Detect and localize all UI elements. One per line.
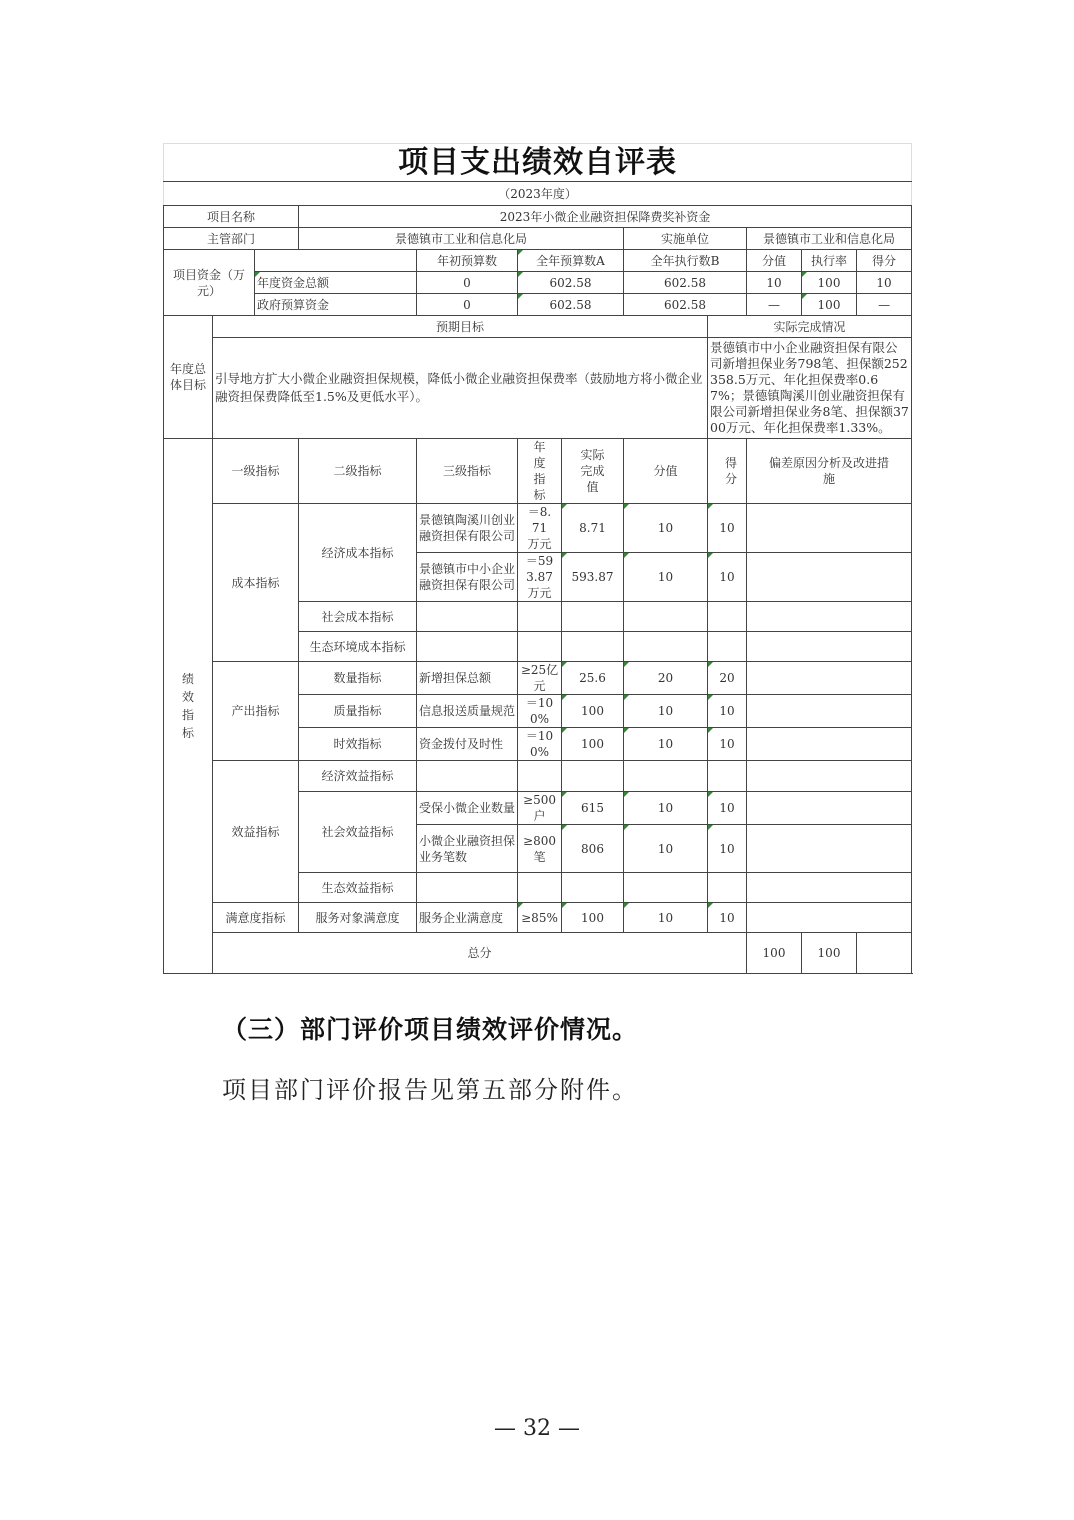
output-value: 20 — [624, 662, 708, 695]
cost-value: 10 — [624, 504, 708, 553]
total-value: 100 — [747, 933, 802, 974]
expected-text: 引导地方扩大小微企业融资担保规模，降低小微企业融资担保费率（鼓励地方将小微企业融资担保费降低至1.5%及更低水平）。 — [213, 338, 708, 439]
output-target: ＝100% — [518, 695, 562, 728]
fund-header-executed: 全年执行数B — [624, 250, 747, 272]
social-item: 小微企业融资担保业务笔数 — [417, 825, 518, 873]
output-item: 信息报送质量规范 — [417, 695, 518, 728]
perf-header-target: 年度指标 — [518, 439, 562, 504]
fund-row-score-value: 10 — [747, 272, 802, 294]
cost-score: 10 — [708, 553, 747, 602]
performance-table — [163, 143, 912, 974]
table-year: （2023年度） — [164, 182, 912, 206]
output-actual: 100 — [562, 728, 624, 761]
perf-header-score: 得分 — [708, 439, 747, 504]
output-score: 10 — [708, 728, 747, 761]
social-cost-label: 社会成本指标 — [299, 602, 417, 632]
dept-value: 景德镇市工业和信息化局 — [299, 228, 624, 250]
output-item: 新增担保总额 — [417, 662, 518, 695]
output-score: 10 — [708, 695, 747, 728]
section-heading: （三）部门评价项目绩效评价情况。 — [222, 1015, 639, 1044]
econ-cost-label: 经济成本指标 — [299, 504, 417, 602]
cost-target: ＝8.71万元 — [518, 504, 562, 553]
cost-score: 10 — [708, 504, 747, 553]
social-value: 10 — [624, 825, 708, 873]
perf-header-level1: 一级指标 — [213, 439, 299, 504]
perf-header-deviation: 偏差原因分析及改进措施 — [747, 439, 912, 504]
cost-item: 景德镇陶溪川创业融资担保有限公司 — [417, 504, 518, 553]
fund-header-initial: 年初预算数 — [417, 250, 518, 272]
fund-row-initial: 0 — [417, 294, 518, 316]
social-target: ≥500户 — [518, 792, 562, 825]
actual-label: 实际完成情况 — [708, 316, 912, 338]
output-sub: 时效指标 — [299, 728, 417, 761]
perf-header-level3: 三级指标 — [417, 439, 518, 504]
fund-row-score-value: — — [747, 294, 802, 316]
econ-benefit-label: 经济效益指标 — [299, 761, 417, 792]
satisfaction-target: ≥85% — [518, 903, 562, 933]
fund-row-rate: 100 — [802, 272, 857, 294]
fund-row-annual: 602.58 — [518, 272, 624, 294]
fund-header-score-value: 分值 — [747, 250, 802, 272]
perf-header-value: 分值 — [624, 439, 708, 504]
eco-benefit-label: 生态效益指标 — [299, 873, 417, 903]
fund-header-rate: 执行率 — [802, 250, 857, 272]
perf-header-actual: 实际完成值 — [562, 439, 624, 504]
fund-row-annual: 602.58 — [518, 294, 624, 316]
output-value: 10 — [624, 695, 708, 728]
cost-actual: 593.87 — [562, 553, 624, 602]
page-number: — 32 — — [494, 1416, 580, 1441]
satisfaction-value: 10 — [624, 903, 708, 933]
total-label: 总分 — [213, 933, 747, 974]
impl-unit-value: 景德镇市工业和信息化局 — [747, 228, 912, 250]
satisfaction-actual: 100 — [562, 903, 624, 933]
social-item: 受保小微企业数量 — [417, 792, 518, 825]
total-score: 100 — [802, 933, 857, 974]
dept-label: 主管部门 — [164, 228, 299, 250]
fund-row-initial: 0 — [417, 272, 518, 294]
social-score: 10 — [708, 825, 747, 873]
social-actual: 806 — [562, 825, 624, 873]
fund-row-label: 政府预算资金 — [255, 294, 417, 316]
social-actual: 615 — [562, 792, 624, 825]
output-label: 产出指标 — [213, 662, 299, 761]
table-title: 项目支出绩效自评表 — [164, 144, 912, 182]
output-sub: 质量指标 — [299, 695, 417, 728]
cost-actual: 8.71 — [562, 504, 624, 553]
output-item: 资金拨付及时性 — [417, 728, 518, 761]
fund-row-score: 10 — [857, 272, 912, 294]
output-value: 10 — [624, 728, 708, 761]
cost-label: 成本指标 — [213, 504, 299, 662]
output-actual: 100 — [562, 695, 624, 728]
impl-unit-label: 实施单位 — [624, 228, 747, 250]
fund-row-label: 年度资金总额 — [255, 272, 417, 294]
expected-label: 预期目标 — [213, 316, 708, 338]
fund-row-rate: 100 — [802, 294, 857, 316]
eco-cost-label: 生态环境成本指标 — [299, 632, 417, 662]
fund-header-annual: 全年预算数A — [518, 250, 624, 272]
fund-row-score: — — [857, 294, 912, 316]
goal-label: 年度总体目标 — [164, 316, 213, 439]
fund-label: 项目资金（万元） — [164, 250, 255, 316]
satisfaction-sub: 服务对象满意度 — [299, 903, 417, 933]
output-target: ≥25亿元 — [518, 662, 562, 695]
fund-header-score: 得分 — [857, 250, 912, 272]
perf-label: 绩效指标 — [164, 439, 213, 974]
satisfaction-score: 10 — [708, 903, 747, 933]
fund-row-executed: 602.58 — [624, 294, 747, 316]
section-text: 项目部门评价报告见第五部分附件。 — [222, 1076, 638, 1104]
satisfaction-label: 满意度指标 — [213, 903, 299, 933]
output-target: ＝100% — [518, 728, 562, 761]
project-name: 2023年小微企业融资担保降费奖补资金 — [299, 206, 912, 228]
social-target: ≥800笔 — [518, 825, 562, 873]
perf-header-level2: 二级指标 — [299, 439, 417, 504]
actual-text: 景德镇市中小企业融资担保有限公司新增担保业务798笔、担保额252358.5万元、年化担保费率0.67%；景德镇陶溪川创业融资担保有限公司新增担保业务8笔、担保额3700万元、年化担保费率1.33%。 — [708, 338, 912, 439]
cost-item: 景德镇市中小企业融资担保有限公司 — [417, 553, 518, 602]
output-score: 20 — [708, 662, 747, 695]
output-actual: 25.6 — [562, 662, 624, 695]
project-name-label: 项目名称 — [164, 206, 299, 228]
social-score: 10 — [708, 792, 747, 825]
cost-value: 10 — [624, 553, 708, 602]
cost-target: ＝593.87万元 — [518, 553, 562, 602]
performance-sheet — [163, 143, 911, 974]
fund-row-executed: 602.58 — [624, 272, 747, 294]
output-sub: 数量指标 — [299, 662, 417, 695]
social-value: 10 — [624, 792, 708, 825]
social-benefit-label: 社会效益指标 — [299, 792, 417, 873]
satisfaction-item: 服务企业满意度 — [417, 903, 518, 933]
benefit-label: 效益指标 — [213, 761, 299, 903]
